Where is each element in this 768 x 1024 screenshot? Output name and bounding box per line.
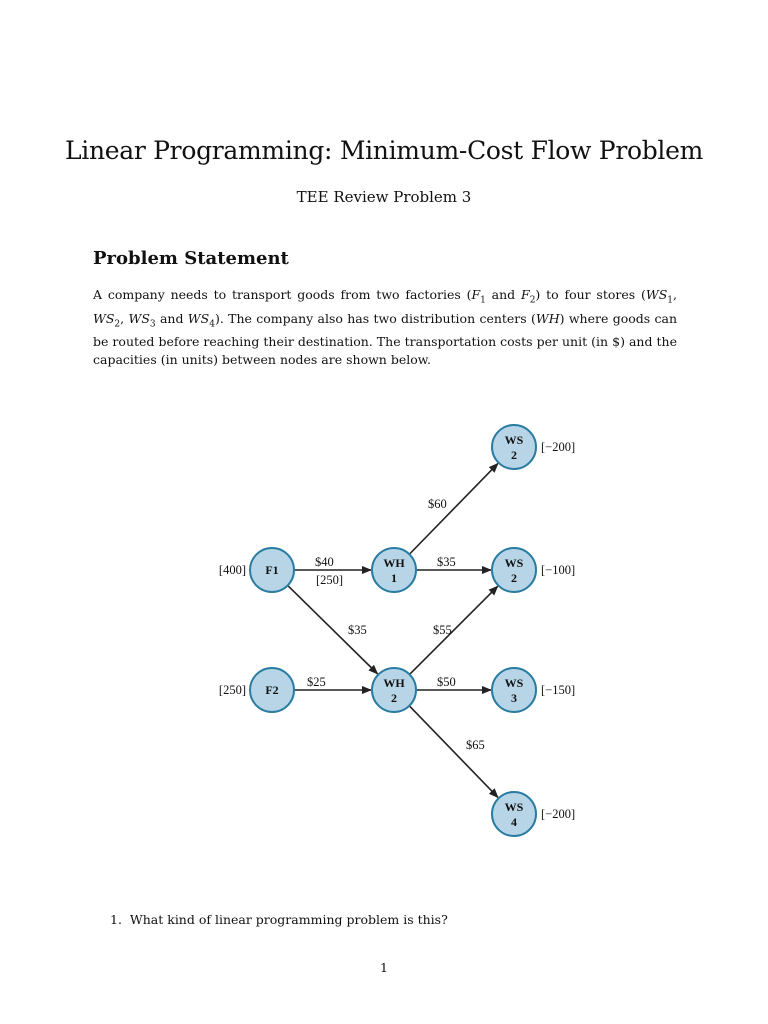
node-label-index: 3 bbox=[511, 691, 517, 705]
edge-cost-label: $65 bbox=[466, 738, 485, 752]
node-label-index: 2 bbox=[511, 448, 517, 462]
node-supply-label: [−150] bbox=[541, 683, 576, 697]
node-supply-label: [250] bbox=[218, 683, 246, 697]
node-supply-label: [400] bbox=[218, 563, 246, 577]
node-circle bbox=[492, 548, 536, 592]
question-1 bbox=[110, 912, 448, 927]
node-label: WS bbox=[504, 800, 524, 814]
node-supply-label: [−200] bbox=[541, 440, 576, 454]
edge-cost-label: $50 bbox=[437, 675, 456, 689]
section-heading: Problem Statement bbox=[93, 248, 289, 269]
node-label-index: 4 bbox=[511, 815, 517, 829]
edge-cost-label: $35 bbox=[437, 555, 456, 569]
node-WS_mid bbox=[492, 548, 575, 592]
edge-cost-label: $55 bbox=[433, 623, 452, 637]
node-circle bbox=[492, 792, 536, 836]
node-F2 bbox=[219, 668, 294, 712]
node-circle bbox=[492, 668, 536, 712]
node-WH2 bbox=[372, 668, 416, 712]
node-label: WS bbox=[504, 676, 524, 690]
node-supply-label: [−100] bbox=[541, 563, 576, 577]
node-circle bbox=[372, 548, 416, 592]
node-F1 bbox=[219, 548, 294, 592]
edge-capacity-label: [250] bbox=[316, 573, 344, 587]
node-WH1 bbox=[372, 548, 416, 592]
node-label: F2 bbox=[265, 683, 279, 697]
edge-cost-label: $40 bbox=[315, 555, 334, 569]
question-number: 1. bbox=[110, 912, 122, 927]
node-WS3 bbox=[492, 668, 575, 712]
page-title: Linear Programming: Minimum-Cost Flow Problem bbox=[64, 136, 704, 165]
edge-cost-label: $25 bbox=[307, 675, 326, 689]
node-label-index: 2 bbox=[511, 571, 517, 585]
node-label: F1 bbox=[265, 563, 279, 577]
page-number: 1 bbox=[380, 960, 388, 975]
problem-paragraph: A company needs to transport goods from two factories ($F_1$ and $F_2$) to four stores ($WS_1$, $WS_2$, $WS_3$ and $WS_4$). The company also has two distribution centers (WH) where goods can be routed before reaching their destination. The transportation costs per unit (in $) and the capacities (in units) between nodes are shown below. bbox=[93, 287, 678, 367]
node-WS4 bbox=[492, 792, 575, 836]
node-supply-label: [−200] bbox=[541, 807, 576, 821]
node-label-index: 2 bbox=[391, 691, 397, 705]
node-WS_top bbox=[492, 425, 575, 469]
edge-cost-label: $60 bbox=[428, 497, 447, 511]
edge-WH1-WS_top bbox=[409, 463, 498, 554]
node-circle bbox=[492, 425, 536, 469]
page-subtitle: TEE Review Problem 3 bbox=[296, 188, 472, 206]
node-label: WS bbox=[504, 556, 524, 570]
question-text: What kind of linear programming problem is this? bbox=[129, 912, 448, 927]
node-circle bbox=[372, 668, 416, 712]
node-label-index: 1 bbox=[391, 571, 397, 585]
node-label: WH bbox=[383, 676, 405, 690]
node-label: WS bbox=[504, 433, 524, 447]
edge-cost-label: $35 bbox=[348, 623, 367, 637]
node-label: WH bbox=[383, 556, 405, 570]
edge-WH2-WS_mid bbox=[410, 586, 498, 674]
